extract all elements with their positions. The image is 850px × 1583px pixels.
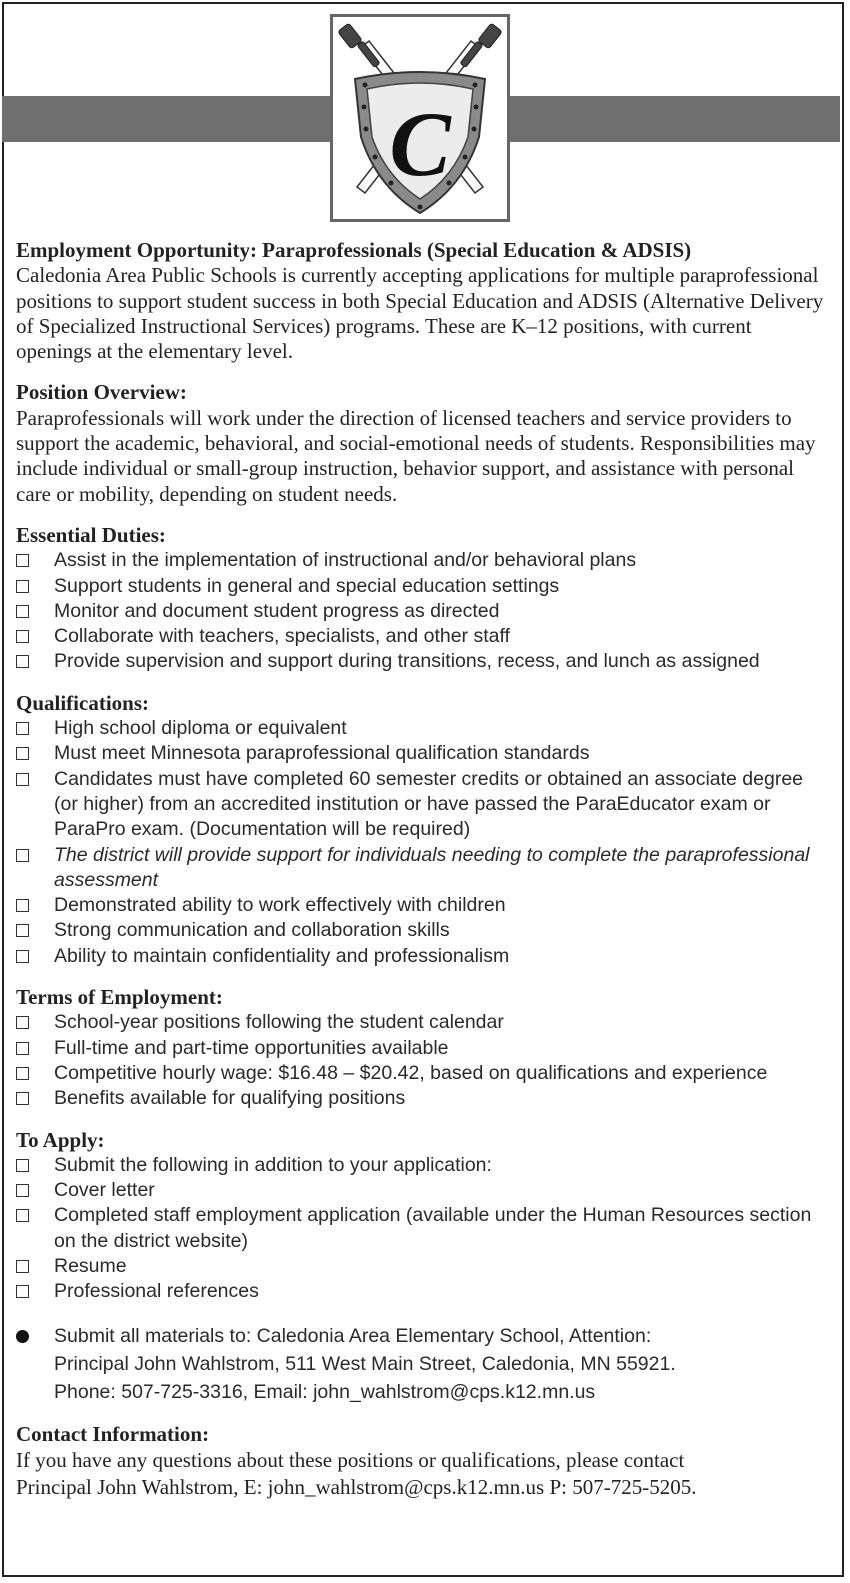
term-text: Competitive hourly wage: $16.48 – $20.42, based on qualifications and experience	[54, 1061, 768, 1084]
duty-text: Collaborate with teachers, specialists, and other staff	[54, 625, 510, 648]
list-item	[16, 1254, 831, 1279]
qualification-text: Candidates must have completed 60 semester credits or obtained an associate degree (or higher) from an accredited institution or have passed the ParaEducator exam or ParaPro exam. (Documentation will be required)	[54, 767, 804, 841]
list-item	[16, 741, 831, 766]
checkbox-icon	[16, 554, 29, 567]
list-item	[16, 548, 831, 573]
qualification-text: High school diploma or equivalent	[54, 717, 347, 740]
list-item	[16, 574, 831, 599]
apply-text: Completed staff employment application (available under the Human Resources section on the district website)	[54, 1204, 812, 1252]
term-text: Full-time and part-time opportunities available	[54, 1036, 449, 1059]
list-item	[16, 918, 831, 943]
checkbox-icon	[16, 1159, 29, 1172]
submit-line: Phone: 507-725-3316, Email: john_wahlstrom@cps.k12.mn.us	[54, 1380, 596, 1403]
qualification-text: Demonstrated ability to work effectively with children	[54, 894, 506, 917]
intro-section	[16, 238, 831, 364]
checkbox-icon	[16, 1184, 29, 1197]
apply-text: Cover letter	[54, 1179, 155, 1202]
contact-section	[16, 1422, 831, 1501]
qualification-text: Ability to maintain confidentiality and professionalism	[54, 944, 510, 967]
qualification-text: Strong communication and collaboration skills	[54, 919, 450, 942]
term-text: Benefits available for qualifying positions	[54, 1087, 406, 1110]
list-item	[16, 716, 831, 741]
posting-title: Employment Opportunity: Paraprofessionals (Special Education & ADSIS)	[16, 238, 692, 262]
apply-heading: To Apply:	[16, 1127, 105, 1152]
overview-heading: Position Overview:	[16, 380, 187, 405]
checkbox-icon	[16, 747, 29, 760]
list-item	[16, 1010, 831, 1035]
checkbox-icon	[16, 1016, 29, 1029]
duty-text: Assist in the implementation of instructional and/or behavioral plans	[54, 549, 637, 572]
qualification-text: The district will provide support for individuals needing to complete the paraprofessional assessment	[54, 843, 810, 891]
list-item	[16, 1086, 831, 1111]
terms-section	[16, 985, 831, 1111]
school-logo	[330, 14, 510, 222]
list-item	[16, 599, 831, 624]
checkbox-icon	[16, 1209, 29, 1222]
contact-line: Principal John Wahlstrom, E: john_wahlstrom@cps.k12.mn.us P: 507-725-5205.	[16, 1474, 697, 1499]
shield-crossed-swords-icon	[333, 17, 507, 219]
apply-text: Resume	[54, 1254, 127, 1277]
checkbox-icon	[16, 605, 29, 618]
checkbox-icon	[16, 630, 29, 643]
checkbox-icon	[16, 1042, 29, 1055]
checkbox-icon	[16, 950, 29, 963]
qualifications-list	[16, 716, 831, 969]
overview-section	[16, 380, 831, 506]
checkbox-icon	[16, 580, 29, 593]
qualification-text: Must meet Minnesota paraprofessional qualification standards	[54, 742, 590, 765]
qualifications-section	[16, 691, 831, 969]
contact-heading: Contact Information:	[16, 1421, 210, 1446]
checkbox-icon	[16, 1092, 29, 1105]
list-item	[16, 1153, 831, 1178]
duties-section	[16, 523, 831, 675]
bullet-icon	[16, 1330, 29, 1343]
apply-section	[16, 1128, 831, 1406]
list-item	[16, 1036, 831, 1061]
list-item	[16, 1279, 831, 1304]
contact-line: If you have any questions about these positions or qualifications, please contact	[16, 1447, 685, 1472]
duty-text: Provide supervision and support during transitions, recess, and lunch as assigned	[54, 650, 760, 673]
submit-line: Submit all materials to: Caledonia Area Elementary School, Attention:	[54, 1324, 652, 1347]
checkbox-icon	[16, 1260, 29, 1273]
checkbox-icon	[16, 924, 29, 937]
duty-text: Support students in general and special education settings	[54, 574, 560, 597]
list-item	[16, 1203, 831, 1254]
submit-instructions	[16, 1322, 831, 1406]
list-item	[16, 649, 831, 674]
apply-text: Submit the following in addition to your application:	[54, 1153, 492, 1176]
term-text: School-year positions following the student calendar	[54, 1011, 504, 1034]
list-item	[16, 893, 831, 918]
duties-list	[16, 548, 831, 674]
list-item	[16, 624, 831, 649]
intro-paragraph: Caledonia Area Public Schools is currently accepting applications for multiple paraprofessional positions to support student success in both Special Education and ADSIS (Alternative Delivery of Specialized Instructional Services) programs. These are K–12 positions, with current openings at the elementary level.	[16, 263, 824, 364]
checkbox-icon	[16, 1285, 29, 1298]
list-item	[16, 944, 831, 969]
duty-text: Monitor and document student progress as directed	[54, 599, 500, 622]
checkbox-icon	[16, 849, 29, 862]
submit-line: Principal John Wahlstrom, 511 West Main Street, Caledonia, MN 55921.	[54, 1352, 676, 1375]
list-item	[16, 1178, 831, 1203]
terms-heading: Terms of Employment:	[16, 985, 223, 1010]
list-item	[16, 843, 831, 894]
terms-list	[16, 1010, 831, 1111]
apply-text: Professional references	[54, 1280, 259, 1303]
apply-list	[16, 1153, 831, 1305]
checkbox-icon	[16, 773, 29, 786]
job-posting	[16, 238, 831, 1501]
list-item	[16, 1061, 831, 1086]
checkbox-icon	[16, 655, 29, 668]
checkbox-icon	[16, 1067, 29, 1080]
logo-letter: C	[389, 93, 451, 195]
duties-heading: Essential Duties:	[16, 522, 166, 547]
qualifications-heading: Qualifications:	[16, 690, 150, 715]
checkbox-icon	[16, 899, 29, 912]
checkbox-icon	[16, 722, 29, 735]
list-item	[16, 767, 831, 843]
overview-paragraph: Paraprofessionals will work under the direction of licensed teachers and service providers to support the academic, behavioral, and social-emotional needs of students. Responsibilities may include individual or small-group instruction, behavior support, and assistance with personal care or mobility, depending on student needs.	[16, 405, 816, 506]
